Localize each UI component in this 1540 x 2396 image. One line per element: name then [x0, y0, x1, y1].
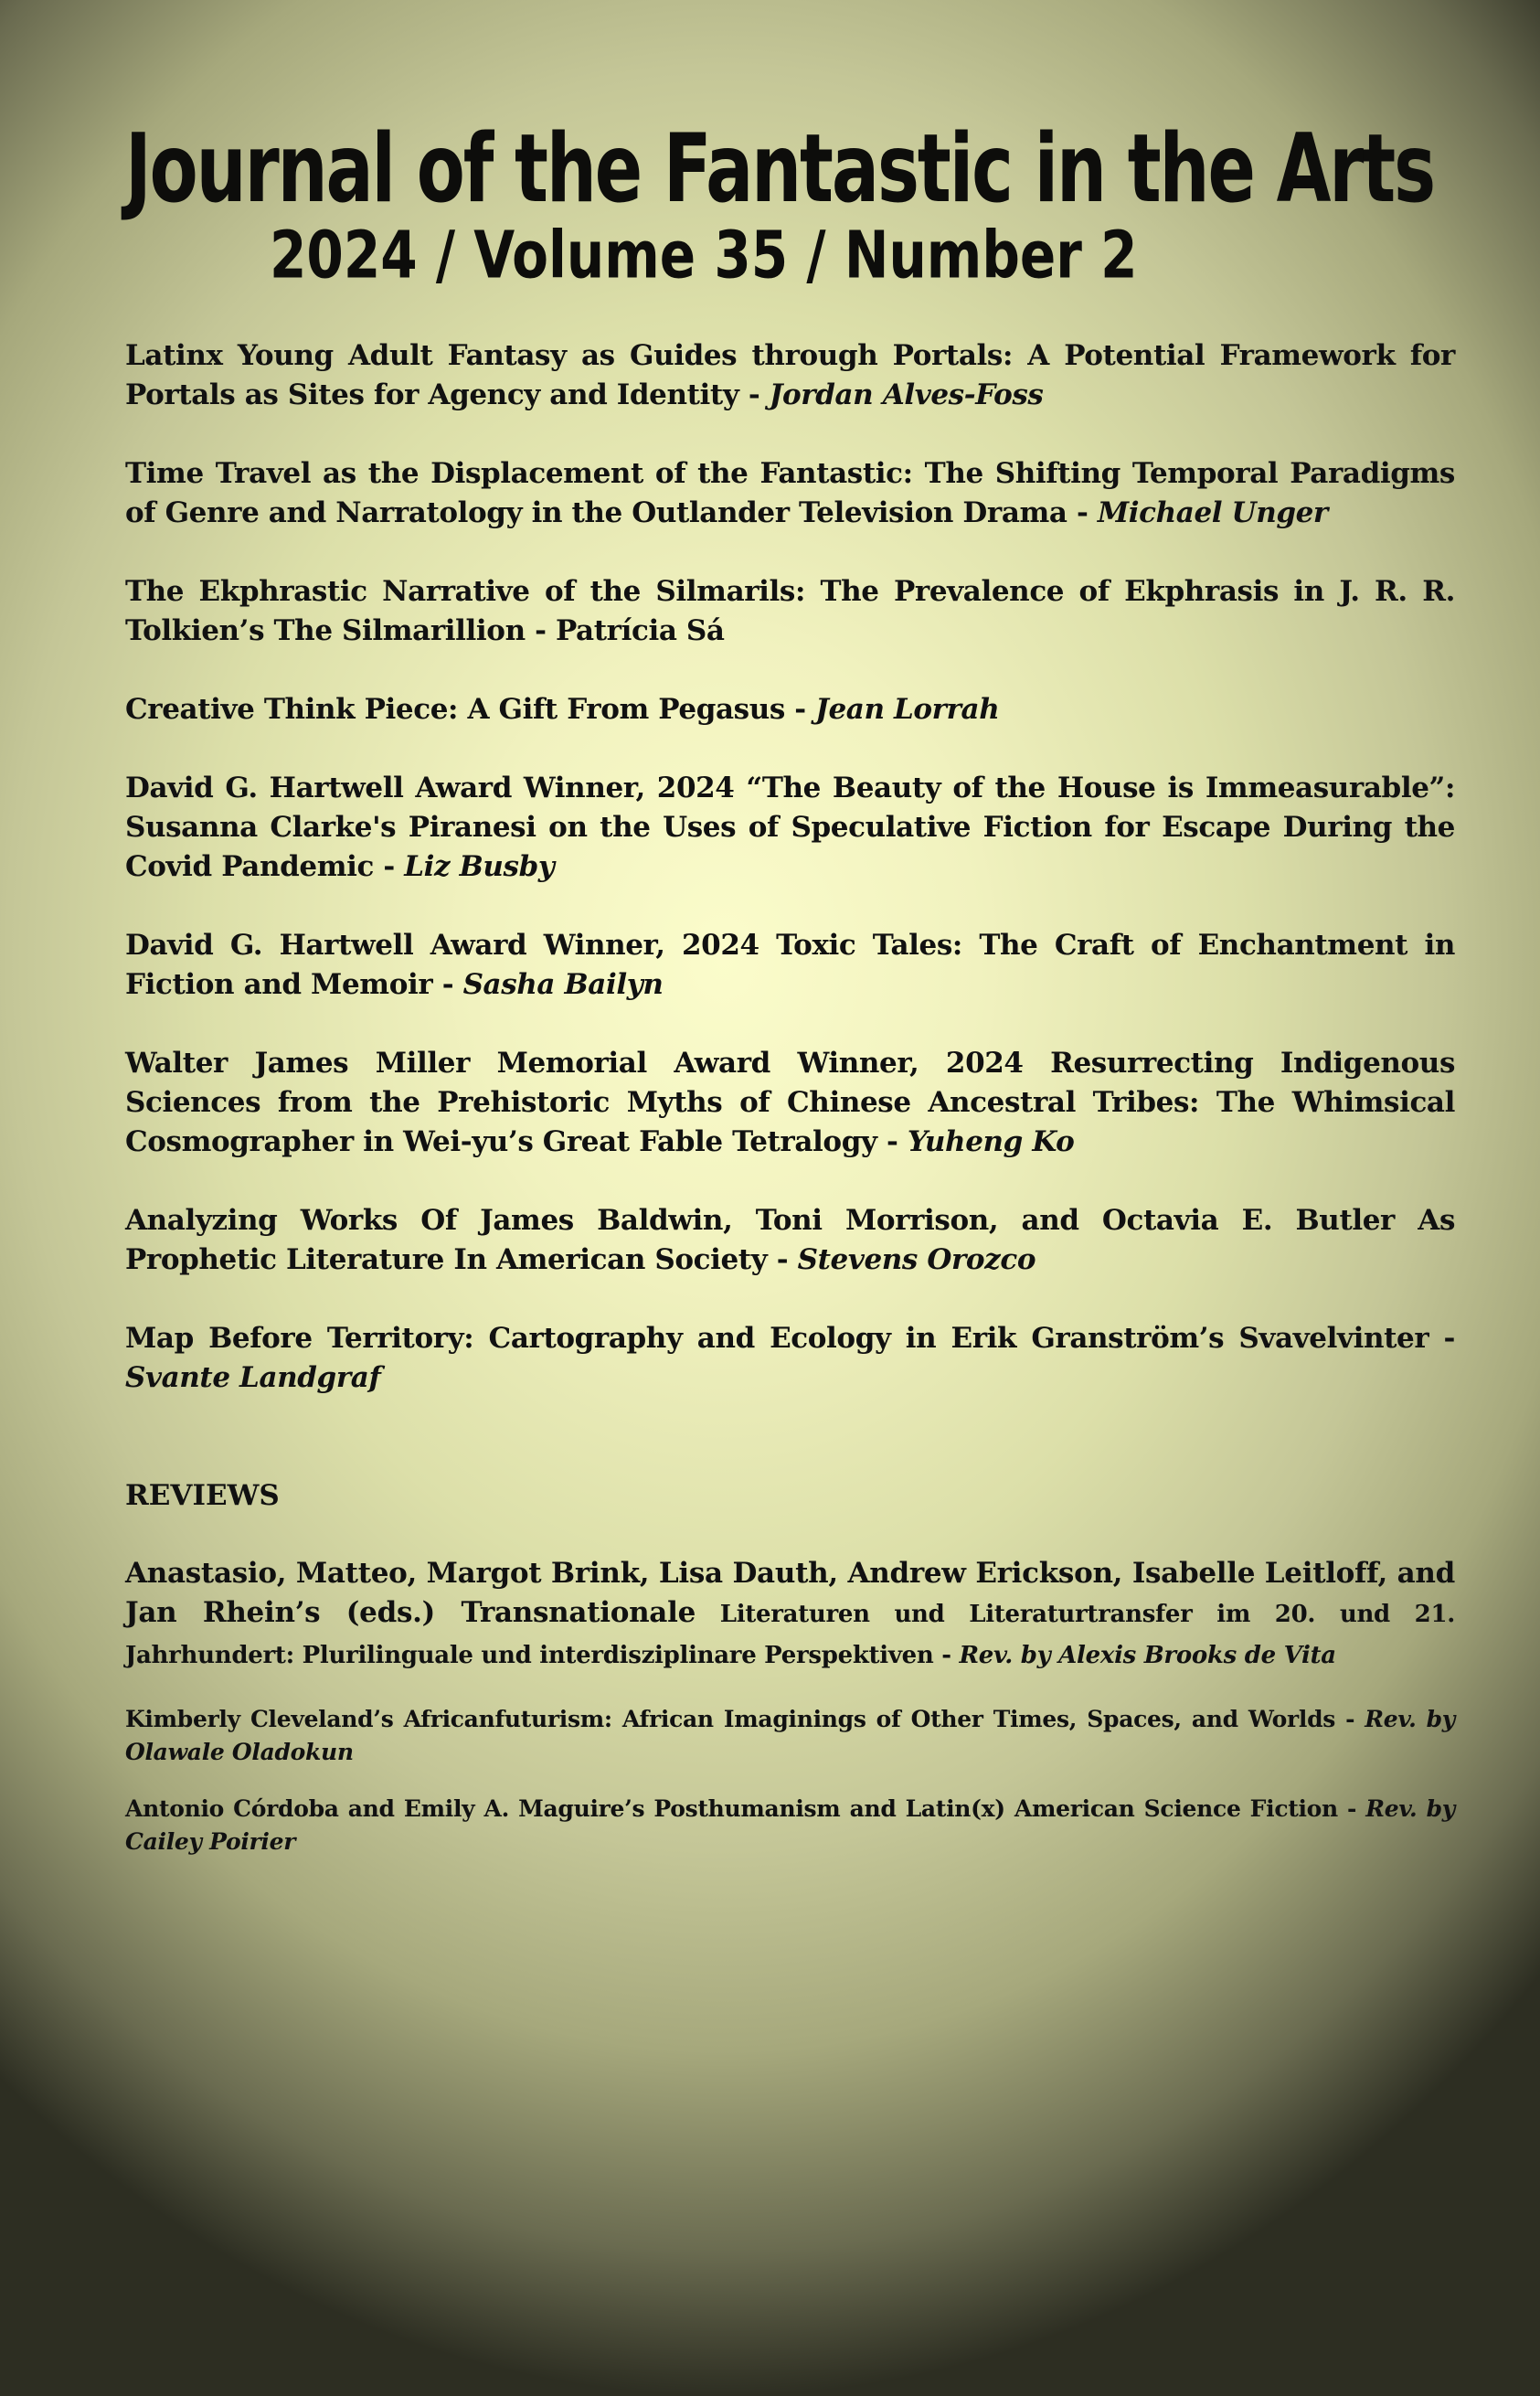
issue-line: 2024 / Volume 35 / Number 2 — [270, 217, 1138, 293]
article-title: The Ekphrastic Narrative of the Silmarils: The Prevalence of Ekphrasis in J. R. R. Tolkien’s The Silmarillion - Patrícia Sá — [125, 575, 1455, 647]
article-title: Time Travel as the Displacement of the Fantastic: The Shifting Temporal Paradigms of Genre and Narratology in the Outlander Television Drama — [125, 457, 1455, 529]
review-entry: Antonio Córdoba and Emily A. Maguire’s Posthumanism and Latin(x) American Science Fiction - Rev. by Cailey Poirier — [125, 1795, 1455, 1855]
review-title-lead: Anastasio, Matteo, Margot Brink, Lisa Dauth, Andrew Erickson, Isabelle Leitloff, and Jan Rhein’s (eds.) Transnationale — [125, 1557, 1455, 1629]
review-title: Antonio Córdoba and Emily A. Maguire’s Posthumanism and Latin(x) American Science Fiction — [125, 1795, 1338, 1822]
article-entry: Creative Think Piece: A Gift From Pegasus - Jean Lorrah — [125, 693, 1000, 726]
article-author: Jordan Alves-Foss — [769, 378, 1044, 411]
article-author: Liz Busby — [404, 850, 555, 883]
article-entry: Time Travel as the Displacement of the Fantastic: The Shifting Temporal Paradigms of Genre and Narratology in the Outlander Television Drama - Michael Unger — [125, 457, 1455, 529]
article-title: Latinx Young Adult Fantasy as Guides through Portals: A Potential Framework for Portals as Sites for Agency and Identity — [125, 339, 1455, 411]
article-entry: Latinx Young Adult Fantasy as Guides through Portals: A Potential Framework for Portals as Sites for Agency and Identity - Jordan Alves-Foss — [125, 339, 1455, 411]
article-entry — [125, 572, 1455, 651]
article-author: Sasha Bailyn — [462, 968, 664, 1001]
article-entry: Analyzing Works Of James Baldwin, Toni Morrison, and Octavia E. Butler As Prophetic Literature In American Society - Stevens Orozco — [125, 1204, 1455, 1276]
journal-contents-page — [125, 114, 1456, 1882]
article-title: Walter James Miller Memorial Award Winner, 2024 Resurrecting Indigenous Sciences from the Prehistoric Myths of Chinese Ancestral Tribes: The Whimsical Cosmographer in Wei-yu’s Great Fable Tetralogy — [125, 1047, 1455, 1158]
reviewer: Rev. by Alexis Brooks de Vita — [959, 1642, 1336, 1669]
article-author: Michael Unger — [1097, 496, 1328, 529]
article-entry: Walter James Miller Memorial Award Winner, 2024 Resurrecting Indigenous Sciences from the Prehistoric Myths of Chinese Ancestral Tribes: The Whimsical Cosmographer in Wei-yu’s Great Fable Tetralogy - Yuheng Ko — [125, 1047, 1455, 1158]
reviewer: Rev. by Cailey Poirier — [125, 1795, 1455, 1855]
review-list — [125, 1554, 1455, 1858]
article-title: David G. Hartwell Award Winner, 2024 “The Beauty of the House is Immeasurable”: Susanna Clarke's Piranesi on the Uses of Speculative Fiction for Escape During the Covid Pandemic — [125, 772, 1455, 883]
article-author: Svante Landgraf — [125, 1361, 381, 1394]
article-list — [125, 336, 1455, 1398]
article-author: Jean Lorrah — [815, 693, 1000, 726]
journal-title: Journal of the Fantastic in the Arts — [125, 114, 1435, 224]
reviewer: Rev. by Olawale Oladokun — [125, 1706, 1455, 1765]
article-title: David G. Hartwell Award Winner, 2024 Toxic Tales: The Craft of Enchantment in Fiction and Memoir — [125, 929, 1455, 1001]
article-author: Yuheng Ko — [907, 1125, 1075, 1158]
article-title: Map Before Territory: Cartography and Ecology in Erik Granström’s Svavelvinter — [125, 1322, 1429, 1355]
article-title: Creative Think Piece: A Gift From Pegasus — [125, 693, 785, 726]
article-entry: Map Before Territory: Cartography and Ecology in Erik Granström’s Svavelvinter - Svante Landgraf — [125, 1322, 1456, 1394]
article-entry: David G. Hartwell Award Winner, 2024 “The Beauty of the House is Immeasurable”: Susanna Clarke's Piranesi on the Uses of Speculative Fiction for Escape During the Covid Pandemic - Liz Busby — [125, 772, 1455, 883]
review-title: Kimberly Cleveland’s Africanfuturism: African Imaginings of Other Times, Spaces, and Worlds — [125, 1706, 1336, 1732]
reviews-heading: REVIEWS — [125, 1479, 280, 1512]
review-entry: Kimberly Cleveland’s Africanfuturism: African Imaginings of Other Times, Spaces, and Worlds - Rev. by Olawale Oladokun — [125, 1706, 1455, 1765]
article-entry: David G. Hartwell Award Winner, 2024 Toxic Tales: The Craft of Enchantment in Fiction and Memoir - Sasha Bailyn — [125, 929, 1455, 1001]
article-author: Stevens Orozco — [797, 1243, 1036, 1276]
review-entry: Anastasio, Matteo, Margot Brink, Lisa Dauth, Andrew Erickson, Isabelle Leitloff, and Jan Rhein’s (eds.) Transnationale Literaturen und Literaturtransfer im 20. und 21. Jahrhundert: Plurilinguale und interdisziplinare Perspektiven - Rev. by Alexis Brooks de Vita — [125, 1557, 1455, 1669]
article-title: Analyzing Works Of James Baldwin, Toni Morrison, and Octavia E. Butler As Prophetic Literature In American Society — [125, 1204, 1455, 1276]
review-title-rest: Literaturen und Literaturtransfer im 20. und 21. Jahrhundert: Plurilinguale und interdisziplinare Perspektiven — [125, 1601, 1455, 1669]
